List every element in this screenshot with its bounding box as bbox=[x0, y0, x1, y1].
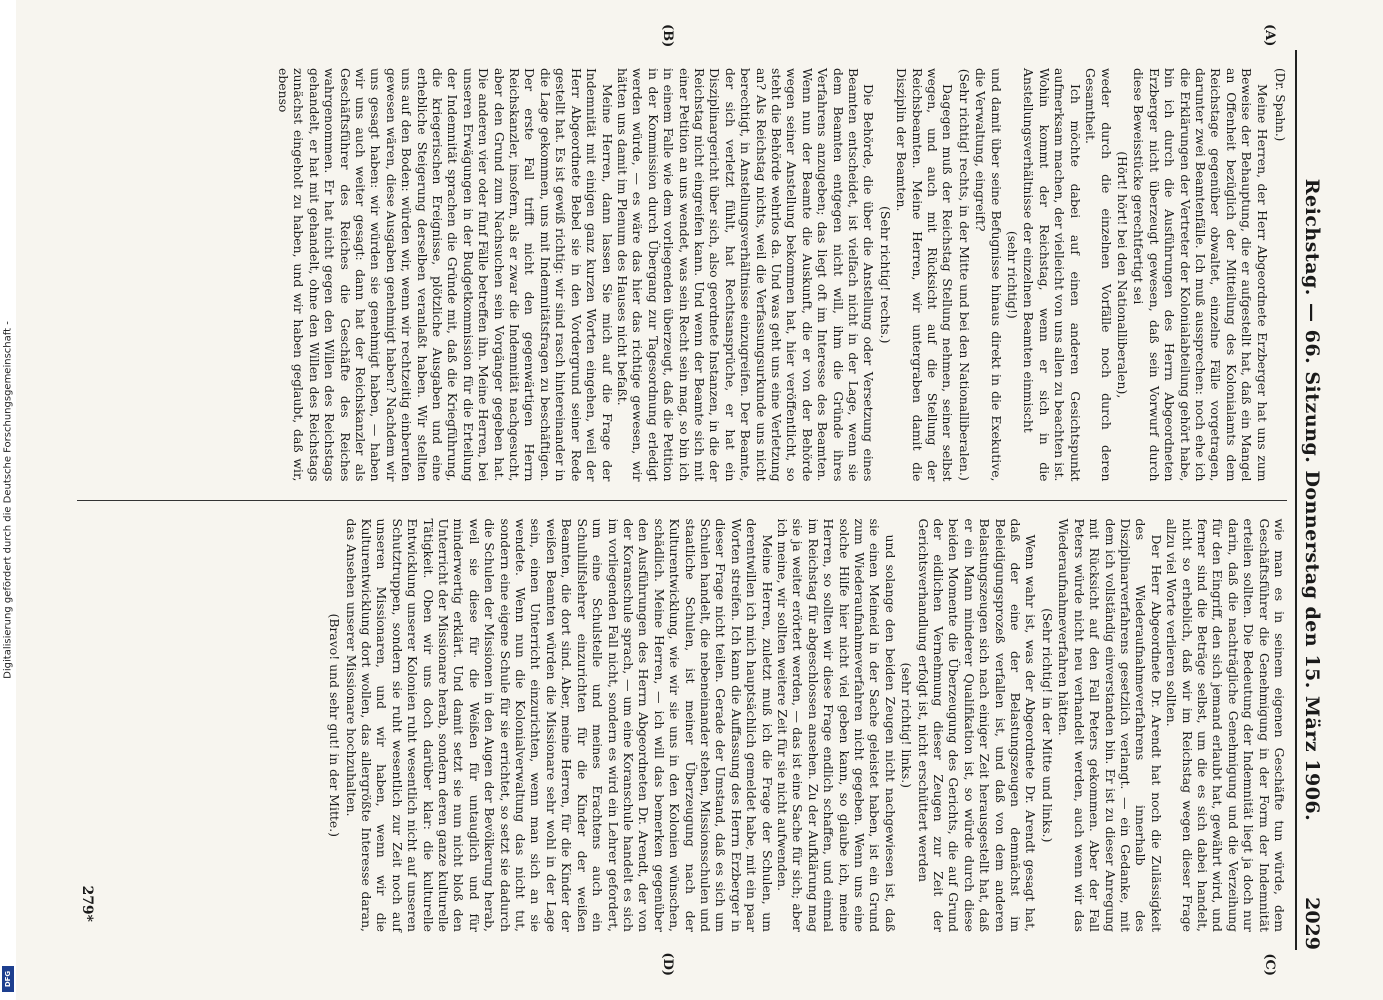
interjection: (Sehr richtig! rechts, in der Mitte und bei den Nationalliberalen.) bbox=[956, 68, 972, 481]
page-title: Reichstag. — 66. Sitzung. Donnerstag den 15. März 1906. bbox=[1301, 178, 1323, 822]
digitization-credit-strip bbox=[0, 0, 16, 1000]
interjection: (Bravo! und sehr gut! in der Mitte.) bbox=[327, 613, 343, 838]
interjection: (sehr richtig! links.) bbox=[899, 662, 915, 788]
paragraph: Meine Herren, der Herr Abgeordnete Erzberger hat uns zum Beweise der Behauptung, die er aufgestellt hat, daß ein Mangel an Offenheit bezüglich der Mitteilung des Kolonialamts dem Reichstage gegenüber obwaltet, einzelne Fälle vorgetragen, darunter zwei Beamtenfälle. Ich muß aussprechen: noch ehe ich die Erklärungen der Vertreter der Kolonialabteilung gehört habe, bin ich durch die Ausführungen des Herrn Abgeordneten Erzberger nicht überzeugt gewesen, daß sein Vorwurf durch diese Beweisstücke gerechtfertigt sei bbox=[1131, 68, 1270, 482]
margin-mark-c: (C) bbox=[1262, 953, 1277, 976]
interjection: (Hört! hört! bei den Nationalliberalen), bbox=[1114, 151, 1130, 399]
running-head bbox=[1295, 50, 1323, 950]
margin-mark-a: (A) bbox=[1262, 24, 1277, 47]
reichstag-protocol-page bbox=[41, 20, 1341, 980]
paragraph: Meine Herren, zuletzt muß ich die Frage der Schulen, um derentwillen ich mich hauptsächlich gemeldet habe, mit ein paar Worten streifen. Ich kann die Auffassung des Herrn Erzberger in dieser Frage nicht teilen. Gerade der Umstand, daß es sich um Schulen handelt, die nebeneinander stehen, Missionsschulen und staatliche Schulen, ist meiner Überzeugung nach der Kulturentwicklung, wie wir sie uns in den Kolonien wünschen, schädlich. Meine Herren, — ich will das bemerken gegenüber den Ausführungen des Herrn Abgeordneten Dr. Arendt, der von der Koranschule sprach, — um eine Koranschule handelt es sich im vorliegenden Fall nicht, sondern es wird ein Lehrer gefordert, um eine Schulstelle und meines Erachtens auch ein Schulhilfslehrer einzurichten für die Kinder der weißen Beamten, die dort sind. Aber, meine Herren, für die Kinder der weißen Beamten würden die Missionare sehr wohl in der Lage sein, einen Unterricht einzurichten, wenn man sich an sie wendete. Wenn nun die Kolonialverwaltung das nicht tut, sondern eine eigene Schule für sie errichtet, so setzt sie dadurch die Schulen der Missionen in den Augen der Bevölkerung herab, weil sie diese für die Weißen für untauglich und für minderwertig erklärt. Und damit setzt sie nun nicht bloß den Unterricht der Missionare herab, sondern deren ganze kulturelle Tätigkeit. Oben wir uns doch darüber klar: die kulturelle Entwicklung unserer Kolonien ruht wesentlich nicht auf unseren Schutztruppen, sondern sie ruht wesentlich zur Zeit noch auf unseren Missionaren, und wir haben, wenn wir die Kulturentwicklung dort wollen, das allergrößte Interesse daran, das Ansehen unserer Missionare hochzuhalten. bbox=[343, 518, 775, 932]
paragraph: Der Herr Abgeordnete Dr. Arendt hat noch die Zulässigkeit des Wiederaufnahmeverfahrens innerhalb des Disziplinarverfahrens gesetzlich verlangt. — ein Gedanke, mit dem ich vollständig einverstanden bin. Er ist zu dieser Anregung mit Rücksicht auf den Fall Peters gekommen. Aber der Fall Peters würde nicht neu verhandelt werden, auch wenn wir das Wiederaufnahmeverfahren hätten. bbox=[1056, 518, 1164, 932]
page-number: 2029 bbox=[1301, 897, 1323, 950]
margin-mark-b: (B) bbox=[660, 24, 675, 48]
dfg-logo-icon bbox=[2, 966, 14, 992]
text-columns bbox=[77, 24, 1287, 976]
paragraph: Meine Herren, dann lassen Sie mich auf die Frage der Indemnität mit einigen ganz kurzen Worten eingehen, weil der Herr Abgeordnete Bebel sie in den Vordergrund seiner Rede gestellt hat. Es ist gewiß richtig: wir sind rasch hintereinander in die Lage gekommen, uns mit Indemnitätsfragen zu beschäftigen. Der erste Fall trifft nicht den gegenwärtigen Herrn Reichskanzler, insofern, als er zwar die Indemnität nachgesucht, aber den Grund zum Nachsuchen sein Vorgänger gegeben hat. Die anderen vier oder fünf Fälle betreffen ihn. Meine Herren, bei unseren Erwägungen in der Budgetkommission für die Erteilung der Indemnität sprachen die Gründe mit, daß die Kriegführung, die kriegerischen Ereignisse, plötzliche Ausgaben und eine erhebliche Steigerung derselben veranlaßt haben. Wir stellten uns auf den Boden: würden wir, wenn wir rechtzeitig einberufen gewesen wären, diese Ausgaben genehmigt haben? Nachdem wir uns gesagt haben: wir würden sie genehmigt haben, — haben wir uns auch weiter gesagt: dann hat der Reichskanzler als Geschäftsführer des Reiches die Geschäfte des Reiches wahrgenommen. Er hat nicht gegen den Willen des Reichstags gehandelt, er hat mit gehandelt, ohne den Willen des Reichstags zunächst eingeholt zu haben, und wir haben geglaubt, daß wir, ebenso bbox=[276, 68, 615, 482]
speaker-label: (Dr. Spahn.) bbox=[1273, 68, 1287, 142]
interjection: (Sehr richtig! in der Mitte und links.) bbox=[1039, 608, 1055, 843]
left-column bbox=[77, 24, 1287, 500]
dfg-logo-text: DFG bbox=[4, 970, 12, 988]
digitization-credit-text: Digitalisierung gefördert durch die Deutsche Forschungsgemeinschaft - bbox=[2, 321, 14, 679]
paragraph: und solange den beiden Zeugen nicht nachgewiesen ist, daß sie einen Meineid in der Sache geleistet haben, ist ein Grund zum Wiederaufnahmeverfahren nicht gegeben. Wenn uns eine solche Hilfe hier nicht viel geben kann, so glaube ich, meine Herren, so sollten wir diese Frage endlich schaffen, und einmal im Reichstag für abgeschlossen ansehen. Zu der Aufklärung mag sie ja weiter erörtert werden, — das ist eine Sache für sich; aber ich meine, wir sollten weitere Zeit für sie nicht aufwenden. bbox=[775, 518, 898, 932]
paragraph: und damit über seine Befugnisse hinaus direkt in die Exekutive, die Verwaltung, eingreift? bbox=[973, 68, 1004, 482]
interjection: (Sehr richtig! rechts.) bbox=[877, 206, 893, 344]
paragraph: Ich möchte dabei auf einen anderen Gesichtspunkt aufmerksam machen, der vielleicht von uns allen zu beachten ist. Wohin kommt der Reichstag, wenn er sich in die Anstellungsverhältnisse der einzelnen Beamten einmischt bbox=[1021, 68, 1083, 482]
paragraph: wie man es in seinem eigenen Geschäfte tun würde, dem Geschäftsführer die Genehmigung in der Form der Indemnität erteilen sollten. Die Bedeutung der Indemnität liegt ja doch nur darin, daß die nachträgliche Genehmigung und die Verzeihung für den Eingriff, den sich jemand erlaubt hat, gewährt wird, und ferner sind die Beträge selbst, um die es sich dabei handelt, nicht so erheblich, daß wir im Reichstag wegen dieser Frage allzu viel Worte verlieren sollten. bbox=[1164, 518, 1287, 932]
paragraph-continuation: weder durch die einzelnen Vorfälle noch durch deren Gesamtheit. bbox=[1083, 68, 1114, 482]
paragraph: Wenn wahr ist, was der Abgeordnete Dr. Arendt gesagt hat, daß der eine der Belastungszeugen demnächst im Beleidigungsprozeß verfallen ist, und daß von dem anderen Belastungszeugen sich nach einiger Zeit herausgestellt hat, daß er ein Mann minderer Qualifikation ist, so würde durch diese beiden Momente die Überzeugung des Gerichts, die auf Grund der eidlichen Vernehmung dieser Zeugen zur Zeit der Gerichtsverhandlung erfolgt ist, nicht erschüttert werden bbox=[915, 518, 1039, 932]
signature-mark: 279* bbox=[79, 885, 96, 922]
paragraph: Die Behörde, die über die Anstellung oder Versetzung eines Beamten entscheidet, ist vielfach nicht in der Lage, wenn sie dem Beamten entgegen nicht will, ihm die Gründe ihres Verfahrens anzugeben; das liegt oft im Interesse des Beamten. Wenn nun der Beamte die Auskunft, die er von der Behörde wegen seiner Anstellung bekommen hat, hier veröffentlicht, so steht die Behörde wehrlos da. Und was geht uns eine Verletzung an? Als Reichstag nichts, weil die Verfassungsurkunde uns nicht berechtigt, in Anstellungsverhältnisse einzugreifen. Der Beamte, der sich verletzt fühlt, hat Rechtsansprüche, er hat ein Disziplinargericht über sich, also geordnete Instanzen, in die der Reichstag nicht eingreifen kann. Und wenn der Beamte sich mit einer Petition an uns wendet, was sein Recht sein mag, so bin ich in einem Falle wie dem vorliegenden überzeugt, daß die Petition in der Kommission durch Übergang zur Tagesordnung erledigt werden würde, — es wäre das hier das richtige gewesen, wir hätten uns damit im Plenum des Hauses nicht befaßt. bbox=[614, 68, 877, 482]
right-column bbox=[77, 500, 1287, 976]
margin-mark-d: (D) bbox=[660, 952, 675, 976]
interjection: (sehr richtig!) bbox=[1005, 230, 1021, 319]
paragraph: Dagegen muß der Reichstag Stellung nehmen, seiner selbst wegen, und auch mit Rücksicht auf die Stellung der Reichsbeamten. Meine Herren, wir untergraben damit die Disziplin der Beamten. bbox=[894, 68, 956, 482]
